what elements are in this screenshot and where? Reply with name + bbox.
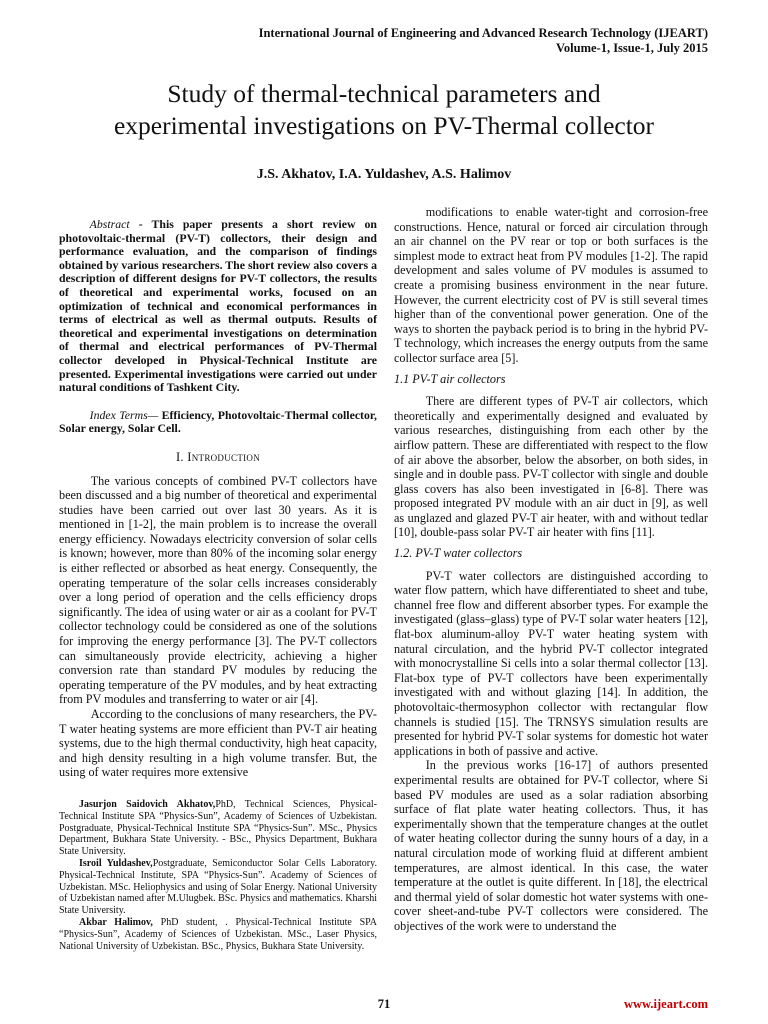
- footnote-author-3: [59, 917, 377, 952]
- title-line-2: experimental investigations on PV-Thermal collector: [113, 111, 655, 140]
- right-column: [394, 205, 708, 934]
- journal-header: [259, 26, 708, 56]
- footnote-author-3-name: Akbar Halimov,: [79, 916, 153, 928]
- footnote-author-1: [59, 799, 377, 858]
- footnote-author-3-text: PhD student, . Physical-Technical Institute SPA “Physics-Sun”, Academy of Sciences of Uzbekistan. MSc., Laser Physics, National University of Uzbekistan. BSc., Physics, Bukhara State University.: [59, 916, 378, 952]
- subsection-heading-water-collectors: 1.2. PV-T water collectors: [394, 546, 523, 561]
- journal-volume: Volume-1, Issue-1, July 2015: [556, 41, 708, 55]
- footnote-author-2-text: Postgraduate, Semiconductor Solar Cells Laboratory. Physical-Technical Institute, SPA “Physics-Sun”. Academy of Sciences of Uzbekistan. MSc. Heliophysics and using of Solar Energy. National University of Uzbekistan named after M.Ulugbek. BSc. Physics and mathematics. Kharshi State University.: [59, 857, 377, 917]
- page-number: 71: [377, 997, 391, 1011]
- section-heading-introduction: I. Introduction: [175, 449, 261, 464]
- footnote-author-2-name: Isroil Yuldashev,: [79, 857, 153, 869]
- footnote-author-1-text: PhD, Technical Sciences, Physical-Technical Institute SPA “Physics-Sun”, Academy of Sciences of Uzbekistan. Postgraduate, Physical-Technical Institute SPA “Physics-Sun”. MSc., Physics Department, Bukhara State University. - BSc., Physics Department, Bukhara State University.: [59, 799, 377, 858]
- index-terms: [59, 409, 377, 436]
- title-line-1: Study of thermal-technical parameters and: [167, 79, 601, 108]
- abstract-text: - This paper presents a short review on photovoltaic-thermal (PV-T) collectors, their design and performance evaluation, and the comparison of findings obtained by various researchers. The short review also covers a description of different designs for PV-T collectors, the results of theoretical and experimental works, focused on an optimization of technical and economical performances in terms of electrical as well as thermal outputs. Results of theoretical and experimental investigations on determination of thermal and electrical performances of PV-Thermal collector developed in Physical-Technical Institute are presented. Experimental investigations were carried out under natural conditions of Tashkent City.: [59, 217, 377, 395]
- journal-name: International Journal of Engineering and Advanced Research Technology (IJEART): [258, 26, 708, 40]
- right-paragraph-1: There are different types of PV-T air collectors, which theoretically and experimentally designed and evaluated by various researches, distinguishing from each other by the airflow pattern. These are differentiated with respect to the flow of air above the absorber, below the absorber, on both sides, in single and in double pass. PV-T collector with single and double glass covers has also been investigated in [6-8]. There was proposed integrated PV module with an air duct in [9], as well as unglazed and glazed PV-T air heater, with and without tedlar [10], double-pass solar PV-T air heater with fins [11].: [394, 394, 708, 540]
- abstract: [59, 218, 377, 395]
- abstract-label: Abstract: [89, 217, 130, 231]
- right-paragraph-2: PV-T water collectors are distinguished according to water flow pattern, which have differentiated to sheet and tube, channel free flow and different absorber types. For example the investigated (glass–glass) type of PV-T solar water heaters [12], flat-box aluminum-alloy PV-T water heating system with natural circulation, and the hybrid PV-T collector integrated with monocrystalline Si cells into a solar thermal collector [13]. Flat-box type of PV-T collectors have been experimentally investigated with and without glazing [14]. In addition, the photovoltaic-thermosyphon collector with rectangular flow channels is studied [15]. The TRNSYS simulation results are presented for hybrid PV-T solar systems for domestic hot water applications in both of passive and active.: [394, 568, 708, 758]
- journal-website-link[interactable]: www.ijeart.com: [624, 997, 708, 1011]
- left-column: [59, 218, 377, 780]
- author-list: J.S. Akhatov, I.A. Yuldashev, A.S. Halimov: [256, 167, 512, 182]
- subsection-heading-air-collectors: 1.1 PV-T air collectors: [394, 371, 506, 386]
- index-terms-label: Index Terms—: [89, 407, 159, 422]
- right-paragraph-0: modifications to enable water-tight and corrosion-free constructions. Hence, natural or forced air circulation through an air channel on the PV rear or top or both surfaces is the simplest mode to extract heat from PV modules [1-2]. The rapid development and sales volume of PV modules is assumed to create a promising business environment in the near future. However, the current electricity cost of PV is still several times higher than of the conventional power generation. One of the ways to shorten the payback period is to bring in the hybrid PV-T technology, which increases the energy outputs from the same collector surface area [5].: [394, 205, 708, 365]
- footnote-author-2: [59, 858, 377, 917]
- intro-paragraph-2: According to the conclusions of many researchers, the PV-T water heating systems are more efficient than PV-T air heating systems, due to the high thermal conductivity, high heat capacity, and high density resulting in a high volume transfer. But, the using of water requires more extensive: [59, 707, 377, 780]
- right-paragraph-3: In the previous works [16-17] of authors presented experimental results are obtained for PV-T collector, where Si based PV modules are used as a solar radiation absorbing surface of flat plate water heating collectors. Thus, it has experimentally shown that the temperature changes at the outlet of water heating collector during the sunny hours of a day, in a natural circulation mode of working fluid at different ambient temperatures, are almost identical. In this case, the water temperature at the outlet is quite different. In [18], the electrical and thermal yield of solar domestic hot water systems with one-cover sheet-and-tube PV-T collectors were considered. The objectives of the work were to understand the: [394, 758, 708, 933]
- author-footnotes: [59, 799, 377, 952]
- index-terms-text: Efficiency, Photovoltaic-Thermal collector, Solar energy, Solar Cell.: [59, 407, 377, 436]
- intro-paragraph-1: The various concepts of combined PV-T collectors have been discussed and a big number of theoretical and experimental studies have been carried out over last 30 years. As it is mentioned in [1-2], the main problem is to increase the overall energy efficiency. Nowadays electricity conversion of solar cells is known; however, more than 80% of the incoming solar energy is either reflected or absorbed as heat energy. Consequently, the operating temperature of the solar cells increases considerably over a long period of operation and the cells efficiency drops significantly. The idea of using water or air as a coolant for PV-T collector technology could be considered as one of the solutions for improving the energy performance [3]. The PV-T collectors can simultaneously provide electricity, achieving a higher conversion rate than standard PV modules by reducing the operating temperature of the PV modules, and by heat extracting from PV modules and transferring to water or air [4].: [59, 473, 377, 707]
- footnote-author-1-name: Jasurjon Saidovich Akhatov,: [79, 799, 216, 810]
- paper-title: [40, 78, 728, 142]
